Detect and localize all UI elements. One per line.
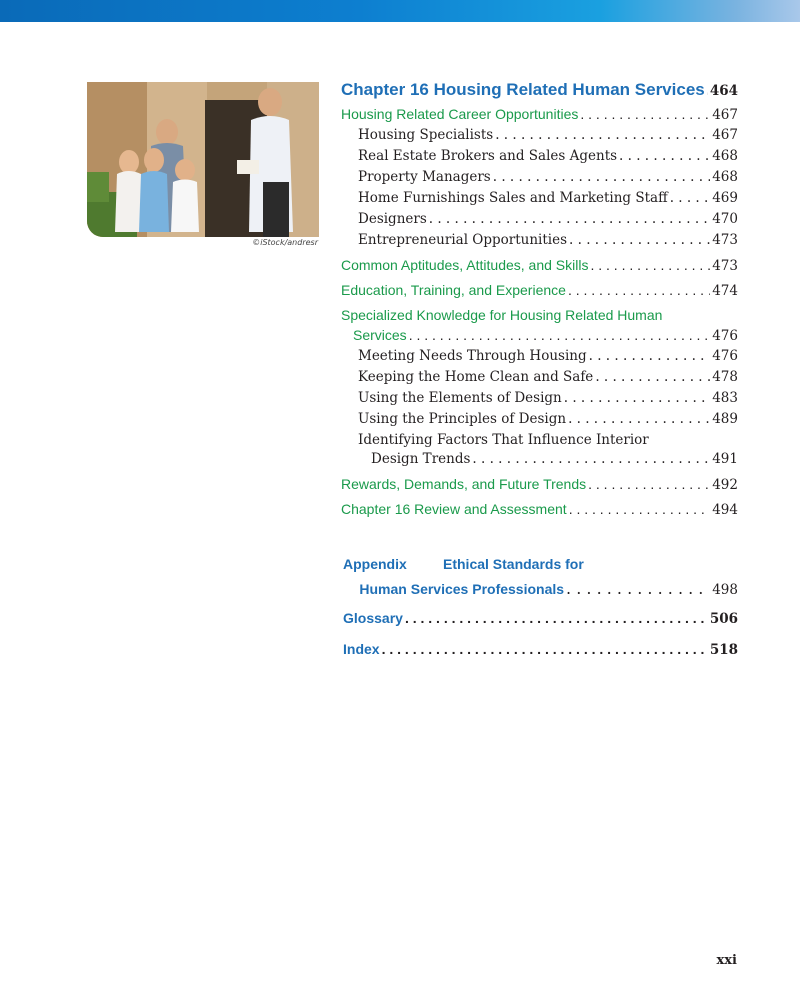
photo-credit: ©iStock/andresr bbox=[252, 238, 318, 247]
chapter-photo bbox=[87, 82, 319, 237]
toc-entry[interactable] bbox=[341, 348, 738, 369]
page-number: 476 bbox=[712, 328, 738, 344]
entry-label: Housing Related Career Opportunities bbox=[341, 106, 579, 122]
glossary-label: Glossary bbox=[343, 610, 403, 626]
toc-entry[interactable] bbox=[341, 327, 738, 348]
appendix-key: Appendix bbox=[343, 556, 407, 572]
toc-entry[interactable] bbox=[341, 282, 738, 303]
page-number: 470 bbox=[712, 211, 738, 227]
leader-dots bbox=[580, 106, 710, 122]
toc-entry-label-line1[interactable]: Identifying Factors That Influence Interior bbox=[358, 432, 649, 448]
page-number: 468 bbox=[712, 169, 738, 185]
entry-label: Common Aptitudes, Attitudes, and Skills bbox=[341, 257, 589, 273]
toc-entry[interactable] bbox=[341, 106, 738, 127]
page-number: 483 bbox=[712, 390, 738, 406]
leader-dots bbox=[595, 369, 710, 385]
header-band bbox=[0, 0, 800, 22]
page-number: 464 bbox=[709, 83, 738, 99]
toc-entry[interactable] bbox=[341, 257, 738, 278]
toc-entry[interactable] bbox=[341, 127, 738, 148]
toc-chapter-16[interactable] bbox=[341, 80, 738, 104]
page-number: 469 bbox=[712, 190, 738, 206]
chapter-title: Chapter 16 Housing Related Human Services bbox=[341, 80, 705, 99]
entry-label: Design Trends bbox=[371, 451, 471, 467]
leader-dots bbox=[589, 348, 711, 364]
leader-dots bbox=[619, 148, 710, 164]
page-number: 489 bbox=[712, 411, 738, 427]
entry-label: Designers bbox=[358, 211, 427, 227]
entry-label: Rewards, Demands, and Future Trends bbox=[341, 476, 587, 492]
toc-entry[interactable] bbox=[341, 232, 738, 253]
page-number: 494 bbox=[712, 502, 738, 518]
table-of-contents bbox=[341, 80, 738, 522]
entry-label: Property Managers bbox=[358, 169, 491, 185]
page-number: 518 bbox=[709, 642, 738, 658]
leader-dots bbox=[493, 169, 710, 185]
page-number: 476 bbox=[712, 348, 738, 364]
leader-dots bbox=[569, 501, 711, 517]
page-number: 498 bbox=[712, 582, 738, 598]
toc-entry[interactable] bbox=[341, 190, 738, 211]
entry-label: Using the Elements of Design bbox=[358, 390, 562, 406]
index-entry[interactable] bbox=[343, 641, 738, 664]
leader-dots bbox=[495, 127, 710, 143]
toc-entry-label-line1[interactable]: Specialized Knowledge for Housing Related Human bbox=[341, 307, 663, 323]
back-matter bbox=[343, 556, 738, 664]
page-number: 473 bbox=[712, 232, 738, 248]
entry-label: Housing Specialists bbox=[358, 127, 494, 143]
page-number: 467 bbox=[712, 107, 738, 123]
index-label: Index bbox=[343, 641, 380, 657]
toc-entry[interactable] bbox=[341, 369, 738, 390]
leader-dots bbox=[588, 476, 710, 492]
page-number: 474 bbox=[712, 283, 738, 299]
leader-dots bbox=[409, 327, 711, 343]
toc-entry[interactable] bbox=[341, 451, 738, 472]
entry-label: Keeping the Home Clean and Safe bbox=[358, 369, 594, 385]
toc-entry[interactable] bbox=[341, 211, 738, 232]
leader-dots bbox=[590, 257, 710, 273]
entry-label: Meeting Needs Through Housing bbox=[358, 348, 587, 364]
entry-label: Education, Training, and Experience bbox=[341, 282, 566, 298]
page-folio: xxi bbox=[716, 953, 737, 968]
toc-entry[interactable] bbox=[341, 501, 738, 522]
page-number: 467 bbox=[712, 127, 738, 143]
leader-dots bbox=[382, 641, 708, 657]
leader-dots bbox=[569, 232, 710, 248]
leader-dots bbox=[566, 579, 710, 598]
leader-dots bbox=[568, 411, 710, 427]
appendix-heading[interactable] bbox=[343, 556, 738, 579]
entry-label: Real Estate Brokers and Sales Agents bbox=[358, 148, 618, 164]
toc-entry[interactable] bbox=[341, 169, 738, 190]
entry-label: Using the Principles of Design bbox=[358, 411, 567, 427]
page-number: 468 bbox=[712, 148, 738, 164]
page-number: 473 bbox=[712, 258, 738, 274]
leader-dots bbox=[429, 211, 710, 227]
page-number: 506 bbox=[709, 611, 738, 627]
leader-dots bbox=[405, 610, 708, 626]
entry-label: Services bbox=[353, 327, 407, 343]
appendix-title-line1: Ethical Standards for bbox=[443, 556, 584, 572]
entry-label: Chapter 16 Review and Assessment bbox=[341, 501, 567, 517]
leader-dots bbox=[564, 390, 710, 406]
toc-entry[interactable] bbox=[341, 390, 738, 411]
toc-entry[interactable] bbox=[341, 476, 738, 497]
entry-label: Entrepreneurial Opportunities bbox=[358, 232, 568, 248]
page-number: 491 bbox=[712, 451, 738, 467]
appendix-entry[interactable] bbox=[343, 579, 738, 610]
page-number: 478 bbox=[712, 369, 738, 385]
entry-label: Home Furnishings Sales and Marketing Staff bbox=[358, 190, 668, 206]
leader-dots bbox=[670, 190, 711, 206]
toc-entry[interactable] bbox=[341, 148, 738, 169]
leader-dots bbox=[568, 282, 710, 298]
leader-dots bbox=[707, 80, 708, 100]
leader-dots bbox=[472, 451, 710, 467]
appendix-title-line2: Human Services Professionals bbox=[359, 581, 565, 597]
toc-entry[interactable] bbox=[341, 411, 738, 432]
glossary-entry[interactable] bbox=[343, 610, 738, 641]
page-number: 492 bbox=[712, 477, 738, 493]
